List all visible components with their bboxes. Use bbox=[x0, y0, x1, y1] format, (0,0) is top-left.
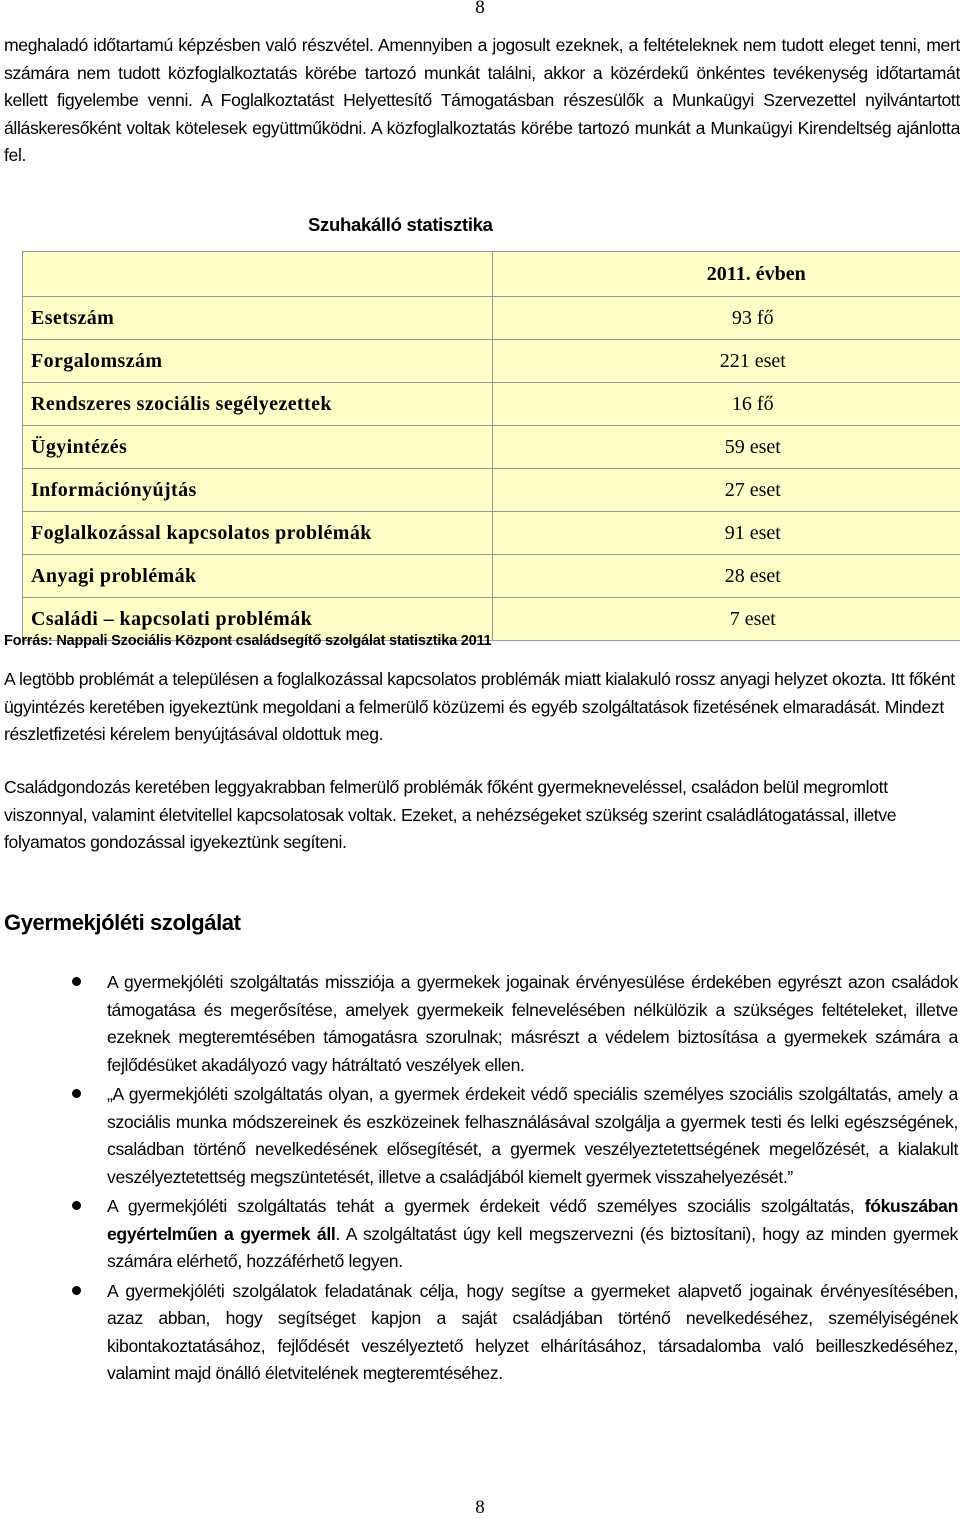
list-item bbox=[0, 1081, 960, 1191]
page-number-bottom: 8 bbox=[475, 1497, 485, 1518]
row-value: 28 eset bbox=[492, 555, 960, 598]
analysis-paragraph: A legtöbb problémát a településen a foglalkozással kapcsolatos problémák miatt kialakuló rossz anyagi helyzet okozta. Itt főként ügyintézés keretében igyekeztünk megoldani a felmerülő közüzemi és egyéb szolgáltatások fizetésének elmaradását. Mindezt részletfizetési kérelem benyújtásával oldottuk meg. bbox=[4, 669, 955, 744]
row-label: Foglalkozással kapcsolatos problémák bbox=[23, 512, 493, 555]
list-item bbox=[0, 969, 960, 1079]
table-title: Szuhakálló statisztika bbox=[308, 214, 493, 235]
list-item-emphasis: fókuszában egyértelműen a gyermek áll bbox=[107, 1196, 958, 1244]
bullet-dot-icon bbox=[72, 1201, 81, 1210]
bullet-dot-icon bbox=[72, 1089, 81, 1098]
table-header-row bbox=[23, 252, 960, 297]
table-source-note: Forrás: Nappali Szociális Központ családsegítő szolgálat statisztika 2011 bbox=[4, 633, 492, 649]
bullet-dot-icon bbox=[72, 1286, 81, 1295]
row-label: Anyagi problémák bbox=[23, 555, 493, 598]
table-row bbox=[23, 383, 960, 426]
table-row bbox=[23, 555, 960, 598]
page-number-top: 8 bbox=[475, 0, 485, 18]
row-value: 59 eset bbox=[492, 426, 960, 469]
section-heading: Gyermekjóléti szolgálat bbox=[4, 910, 241, 935]
row-value: 93 fő bbox=[492, 297, 960, 340]
list-item bbox=[0, 1193, 960, 1276]
row-label: Ügyintézés bbox=[23, 426, 493, 469]
row-value: 91 eset bbox=[492, 512, 960, 555]
table-row bbox=[23, 512, 960, 555]
row-value: 221 eset bbox=[492, 340, 960, 383]
row-label: Esetszám bbox=[23, 297, 493, 340]
list-item-text: A gyermekjóléti szolgálatok feladatának célja, hogy segítse a gyermeket alapvető jogainak érvényesítésében, azaz abban, hogy segítséget kapjon a saját családjában történő nevelkedéséhez, személyiségének kibontakoztatásához, fejlődését veszélyeztető helyzet elhárításához, társadalomba való beilleszkedéséhez, valamint majd önálló életvitelének megteremtéséhez. bbox=[107, 1280, 958, 1383]
row-label: Családi – kapcsolati problémák bbox=[23, 598, 493, 641]
list-item-text-start: A gyermekjóléti szolgáltatás tehát a gyermek érdekeit védő személyes szociális szolgáltatás, bbox=[107, 1196, 865, 1216]
table-header-year: 2011. évben bbox=[492, 252, 960, 297]
row-label: Forgalomszám bbox=[23, 340, 493, 383]
intro-paragraph: meghaladó időtartamú képzésben való részvétel. Amennyiben a jogosult ezeknek, a feltételeknek nem tudott eleget tenni, mert számára nem tudott közfoglalkoztatás körébe tartozó munkát találni, akkor a közérdekű önkéntes tevékenység időtartamát kellett figyelembe venni. A Foglalkoztatást Helyettesítő Támogatásban részesülők a Munkaügyi Szervezettel nyilvántartott álláskeresőként voltak kötelesek együttműködni. A közfoglalkoztatás körébe tartozó munkát a Munkaügyi Kirendeltség ajánlotta fel. bbox=[4, 35, 960, 165]
bullet-dot-icon bbox=[72, 977, 81, 986]
row-value: 27 eset bbox=[492, 469, 960, 512]
table-row bbox=[23, 297, 960, 340]
table-header-empty bbox=[23, 252, 493, 297]
row-value: 16 fő bbox=[492, 383, 960, 426]
row-label: Információnyújtás bbox=[23, 469, 493, 512]
list-item-text: A gyermekjóléti szolgáltatás missziója a gyermekek jogainak érvényesülése érdekében egyrészt azon családok támogatása és megerősítése, amelyek gyermekeik felnevelésében nélkülözik a szükséges feltételeket, illetve ezeknek megteremtésében támogatásra szorulnak; másrészt a védelem biztosítása a gyermekek számára a fejlődésüket akadályozó vagy hátráltató veszélyek ellen. bbox=[107, 972, 958, 1075]
list-item-text: „A gyermekjóléti szolgáltatás olyan, a gyermek érdekeit védő speciális személyes szociális szolgáltatás, amely a szociális munka módszereinek és eszközeinek felhasználásával szolgálja a gyermek testi és lelki egészségének, családban történő nevelkedésének elősegítését, a gyermek veszélyeztetettségének megelőzését, a kialakult veszélyeztetettség megszüntetését, illetve a családjából kiemelt gyermek visszahelyezését.” bbox=[107, 1084, 958, 1187]
statistics-table bbox=[22, 251, 960, 641]
family-care-paragraph: Családgondozás keretében leggyakrabban felmerülő problémák főként gyermekneveléssel, családon belül megromlott viszonnyal, valamint életvitellel kapcsolatosak voltak. Ezeket, a nehézségeket szükség szerint családlátogatással, illetve folyamatos gondozással igyekeztünk segíteni. bbox=[4, 777, 897, 852]
list-item-text-end: . A szolgáltatást úgy kell megszervezni (és biztosítani), hogy az minden gyermek számára elérhető, hozzáférhető legyen. bbox=[107, 1223, 958, 1271]
row-value: 7 eset bbox=[492, 598, 960, 641]
table-row bbox=[23, 469, 960, 512]
table-row bbox=[23, 340, 960, 383]
row-label: Rendszeres szociális segélyezettek bbox=[23, 383, 493, 426]
bullet-list bbox=[0, 969, 960, 1390]
table-row bbox=[23, 426, 960, 469]
list-item bbox=[0, 1278, 960, 1388]
